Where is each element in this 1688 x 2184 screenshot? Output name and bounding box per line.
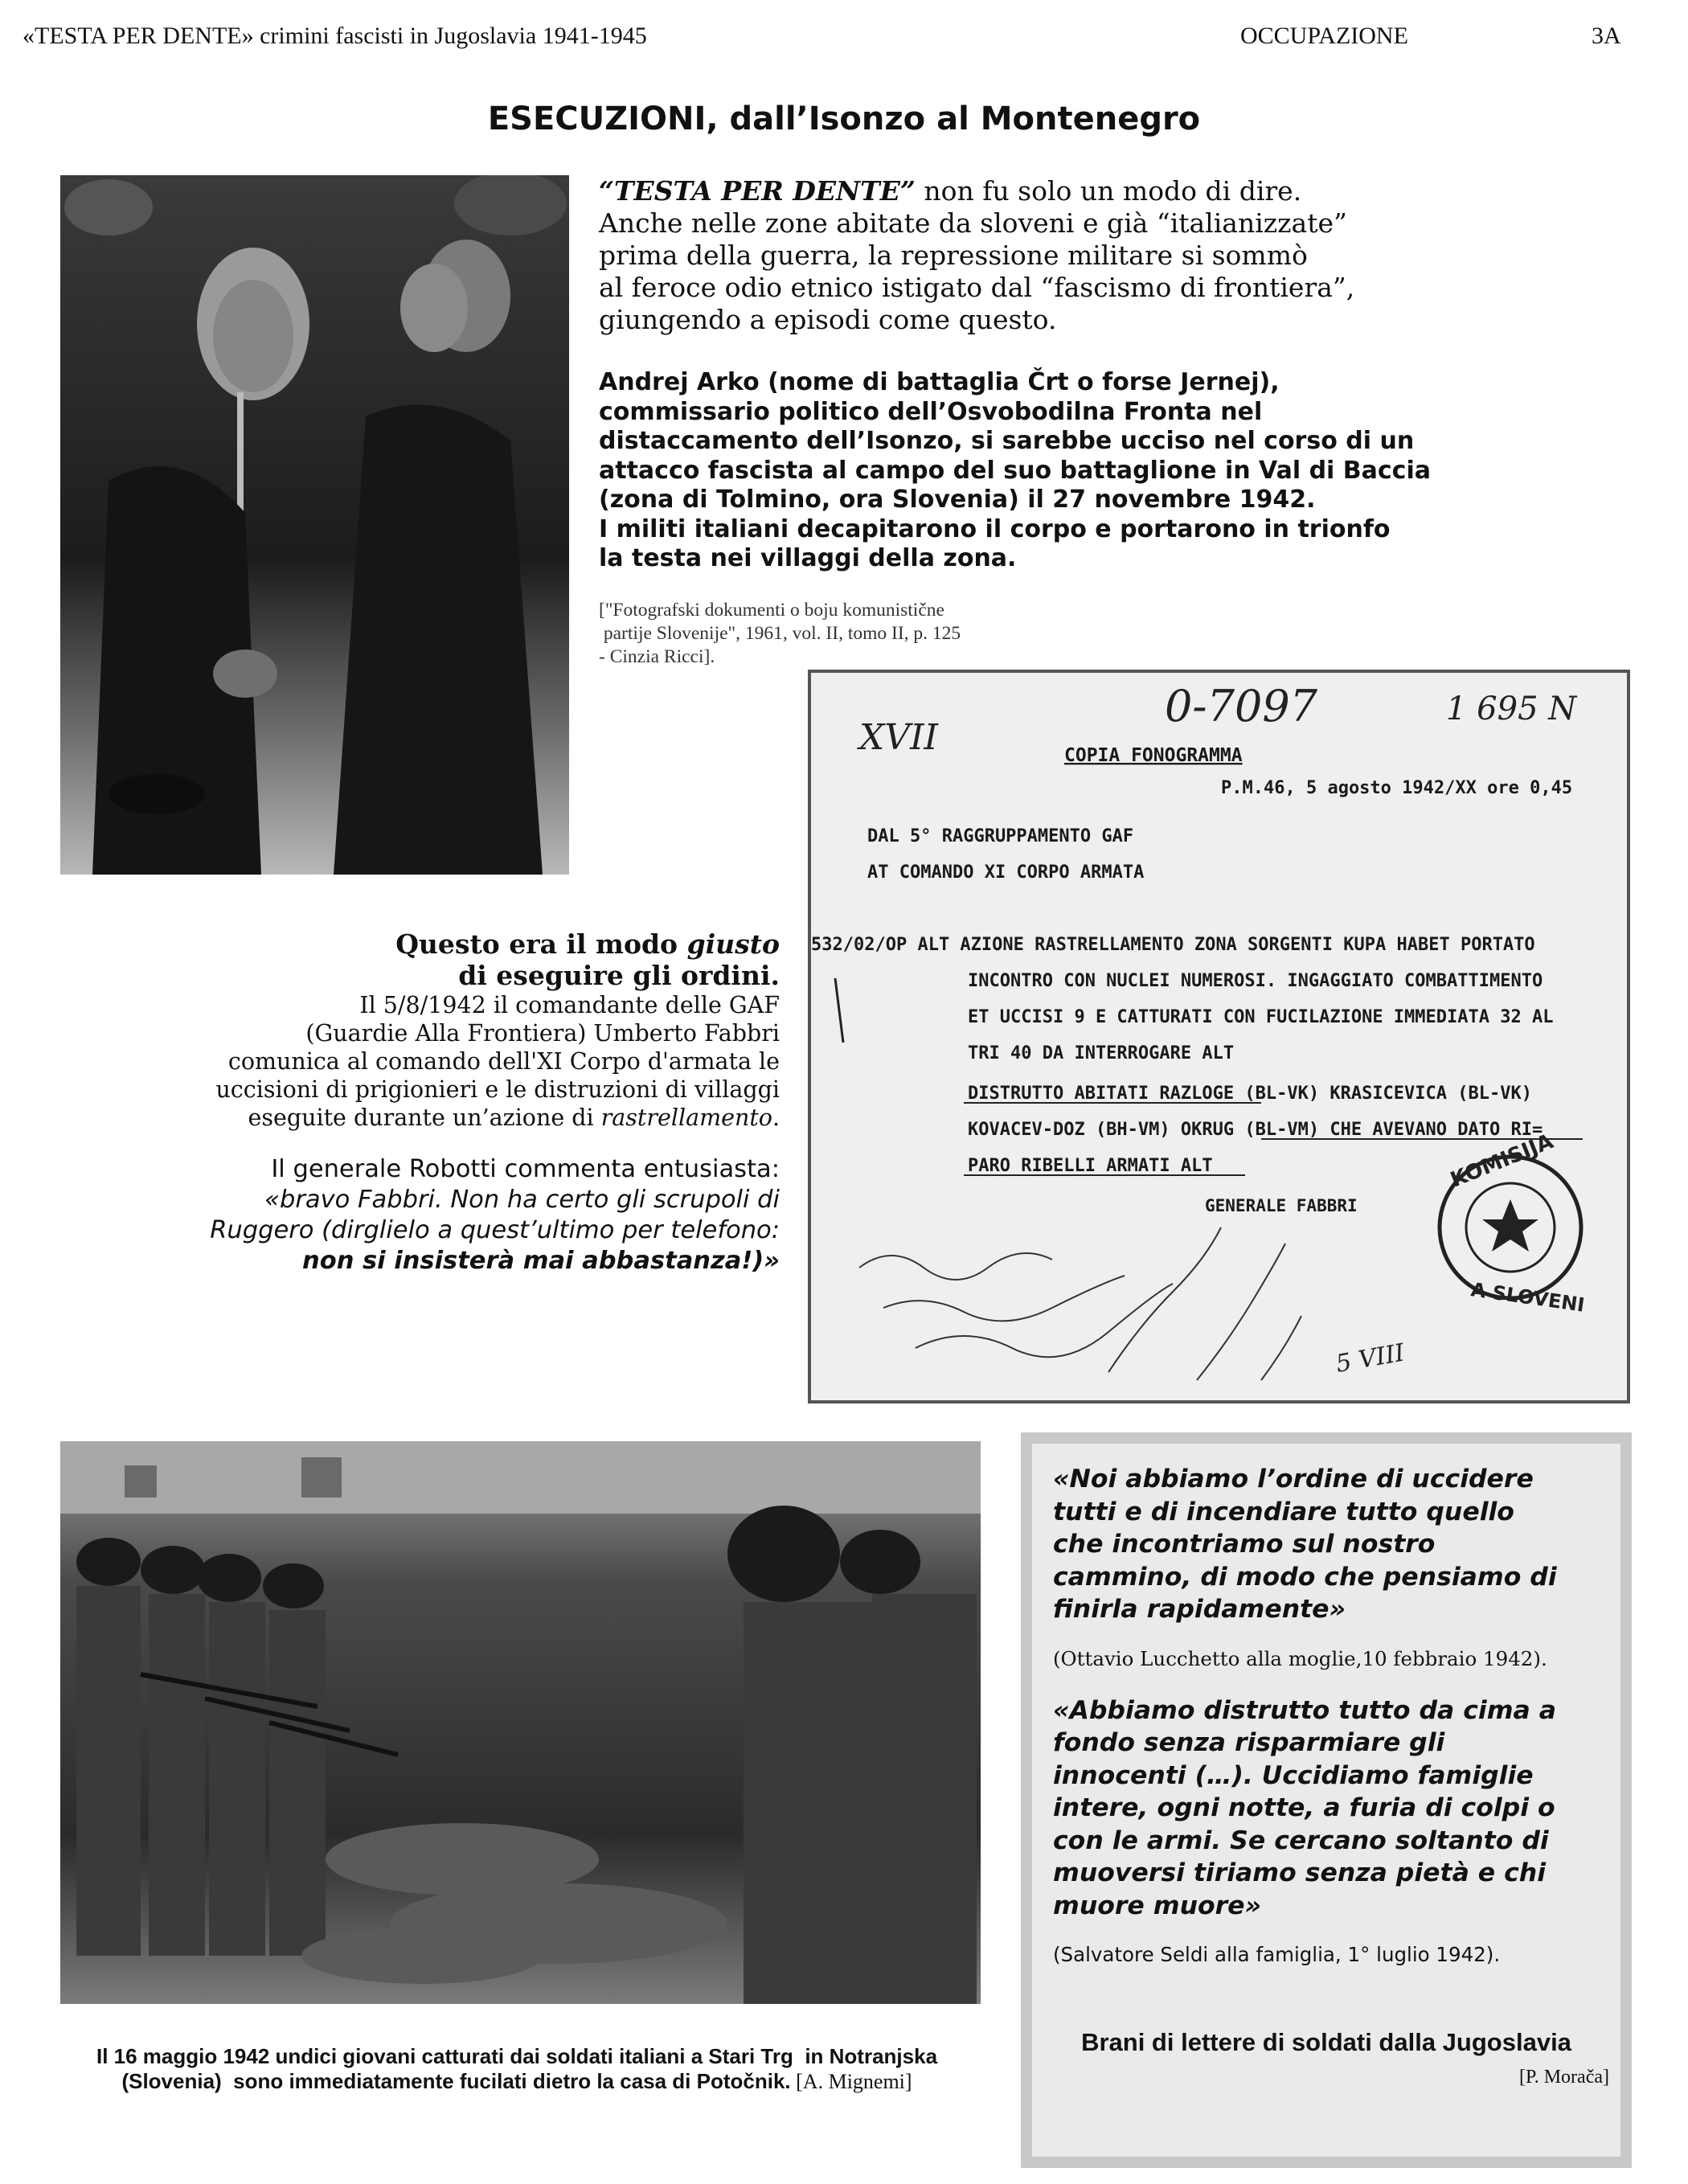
bio-line: commissario politico dell’Osvobodilna Fronta nel: [599, 397, 1263, 426]
modo-punct: .: [772, 1104, 780, 1131]
source-line: ["Fotografski dokumenti o boju komunistične: [599, 600, 944, 621]
robotti-quote: Ruggero (dirglielo a quest’ultimo per telefono:: [210, 1216, 780, 1244]
letter-quote-1: [1053, 1463, 1603, 1626]
page-number: 3A: [1592, 23, 1621, 49]
intro-line: non fu solo un modo di dire.: [915, 175, 1302, 207]
quote-line: intere, ogni notte, a furia di colpi o: [1053, 1793, 1555, 1822]
quote-line: muore muore»: [1053, 1891, 1262, 1920]
modo-heading-emphasis: giusto: [686, 928, 780, 960]
soldier-letters-box: [1021, 1432, 1632, 2168]
letter-source-2: (Salvatore Seldi alla famiglia, 1° luglio 1942).: [1053, 1943, 1501, 1966]
telegram-document: [808, 670, 1630, 1403]
doc-body-line: PARO RIBELLI ARMATI ALT: [968, 1156, 1213, 1176]
caption-source: [A. Mignemi]: [790, 2070, 912, 2093]
quote-line: tutti e di incendiare tutto quello: [1053, 1497, 1514, 1526]
caption-line: Il 16 maggio 1942 undici giovani catturati dai soldati italiani a Stari Trg in Notranjska: [96, 2044, 938, 2068]
letter-source-1: (Ottavio Lucchetto alla moglie,10 febbraio 1942).: [1053, 1646, 1547, 1670]
quote-line: innocenti (…). Uccidiamo famiglie: [1053, 1760, 1534, 1790]
intro-line: prima della guerra, la repressione militare si sommò: [599, 240, 1308, 271]
doc-body-line: TRI 40 DA INTERROGARE ALT: [968, 1043, 1235, 1063]
seal-text-bottom: A SLOVENI: [1469, 1278, 1587, 1317]
section-label: OCCUPAZIONE: [1240, 23, 1408, 49]
doc-stamp-number: 0-7097: [1165, 681, 1318, 731]
quote-line: cammino, di modo che pensiamo di: [1053, 1562, 1557, 1592]
bio-line: I militi italiani decapitarono il corpo e portarono in trionfo: [599, 514, 1391, 543]
robotti-commentary: [113, 928, 780, 1276]
quote-line: che incontriamo sul nostro: [1053, 1530, 1436, 1559]
quote-line: «Abbiamo distrutto tutto da cima a: [1053, 1695, 1557, 1725]
photo-source: [599, 599, 1033, 669]
intro-line: Anche nelle zone abitate da sloveni e già “italianizzate”: [599, 207, 1347, 239]
modo-line: comunica al comando dell'XI Corpo d'armata le: [227, 1048, 780, 1075]
quote-line: finirla rapidamente»: [1053, 1595, 1346, 1624]
source-line: partije Slovenije", 1961, vol. II, tomo II, p. 125: [599, 623, 961, 644]
photo-execution-head: [60, 175, 569, 875]
firing-squad-caption: [63, 2044, 971, 2094]
intro-line: giungendo a episodi come questo.: [599, 304, 1057, 335]
doc-body-line: INCONTRO CON NUCLEI NUMEROSI. INGAGGIATO COMBATTIMENTO: [968, 971, 1543, 991]
quote-line: con le armi. Se cercano soltanto di: [1053, 1825, 1549, 1855]
doc-body-line: ET UCCISI 9 E CATTURATI CON FUCILAZIONE IMMEDIATA 32 AL: [968, 1007, 1554, 1027]
bio-line: (zona di Tolmino, ora Slovenia) il 27 novembre 1942.: [599, 486, 1316, 514]
page-title: ESECUZIONI, dall’Isonzo al Montenegro: [487, 100, 1201, 137]
modo-line: eseguite durante un’azione di: [248, 1104, 601, 1131]
robotti-quote-bold: non si insisterà mai abbastanza!)»: [302, 1247, 780, 1275]
doc-corner-right: 1 695 N: [1446, 690, 1577, 727]
quote-line: fondo senza risparmiare gli: [1053, 1728, 1445, 1757]
doc-body-line: DISTRUTTO ABITATI RAZLOGE (BL-VK) KRASICEVICA (BL-VK): [968, 1084, 1532, 1104]
doc-body-line: 532/02/OP ALT AZIONE RASTRELLAMENTO ZONA SORGENTI KUPA HABET PORTATO: [811, 935, 1535, 955]
bio-line: Andrej Arko (nome di battaglia Črt o forse Jernej),: [599, 368, 1280, 396]
quote-line: muoversi tiriamo senza pietà e chi: [1053, 1858, 1547, 1887]
modo-heading: Questo era il modo: [395, 928, 687, 960]
doc-date-line: P.M.46, 5 agosto 1942/XX ore 0,45: [1221, 778, 1573, 798]
bio-line: attacco fascista al campo del suo battaglione in Val di Baccia: [599, 456, 1431, 485]
doc-to: AT COMANDO XI CORPO ARMATA: [867, 863, 1145, 883]
modo-heading: di eseguire gli ordini.: [458, 960, 780, 991]
series-title: «TESTA PER DENTE» crimini fascisti in Jugoslavia 1941-1945: [23, 23, 647, 49]
doc-corner-left: XVII: [859, 717, 938, 758]
robotti-intro: Il generale Robotti commenta entusiasta:: [271, 1155, 780, 1183]
caption-line: (Slovenia) sono immediatamente fucilati dietro la casa di Potočnik.: [121, 2069, 791, 2093]
quote-line: «Noi abbiamo l’ordine di uccidere: [1053, 1465, 1534, 1494]
arko-bio: [599, 368, 1499, 574]
letters-credit: [P. Morača]: [1519, 2067, 1609, 2088]
photo-firing-squad: [60, 1441, 981, 2004]
doc-from: DAL 5° RAGGRUPPAMENTO GAF: [867, 826, 1134, 846]
modo-emphasis: rastrellamento: [600, 1104, 772, 1131]
doc-handwritten-date: 5 VIII: [1334, 1338, 1407, 1379]
bio-line: distaccamento dell’Isonzo, si sarebbe ucciso nel corso di un: [599, 427, 1415, 455]
bio-line: la testa nei villaggi della zona.: [599, 544, 1017, 572]
robotti-quote: «bravo Fabbri. Non ha certo gli scrupoli di: [264, 1186, 780, 1214]
intro-paragraph: [599, 175, 1483, 336]
doc-body-line: KOVACEV-DOZ (BH-VM) OKRUG (BL-VM) CHE AVEVANO DATO RI=: [968, 1120, 1543, 1140]
doc-heading: COPIA FONOGRAMMA: [1064, 745, 1243, 766]
intro-lead: “TESTA PER DENTE”: [599, 175, 916, 207]
doc-signature: GENERALE FABBRI: [1205, 1196, 1358, 1215]
seal-text-top: KOMISIJA: [1447, 1129, 1557, 1193]
modo-line: uccisioni di prigionieri e le distruzioni di villaggi: [215, 1076, 780, 1103]
source-line: - Cinzia Ricci].: [599, 646, 715, 667]
letter-quote-2: [1053, 1694, 1603, 1923]
modo-line: Il 5/8/1942 il comandante delle GAF: [359, 992, 780, 1018]
modo-line: (Guardie Alla Frontiera) Umberto Fabbri: [305, 1020, 780, 1047]
intro-line: al feroce odio etnico istigato dal “fascismo di frontiera”,: [599, 272, 1355, 303]
letters-heading: Brani di lettere di soldati dalla Jugoslavia: [1081, 2028, 1571, 2056]
